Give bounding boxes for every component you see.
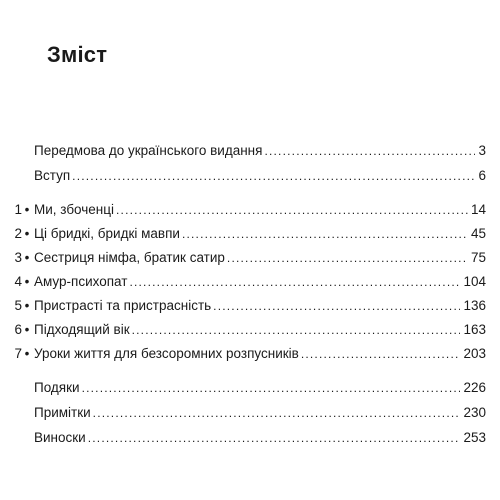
toc-entry-footnotes [0,428,500,448]
toc-entry-page: 3 [478,143,486,158]
chapter-number: 7 [14,346,22,361]
bullet: • [24,202,30,217]
toc-entry-page: 253 [463,430,486,445]
toc-entry-chapter-6 [0,320,500,340]
toc-entry-label: Виноски [34,430,86,445]
leader-dots [93,403,461,423]
toc-entry-label: Пристрасті та пристрасність [34,298,212,313]
toc-entry-page: 203 [463,346,486,361]
toc-entry-page: 45 [470,226,486,241]
toc-entry-page: 75 [470,250,486,265]
toc-entry-label: Подяки [34,380,80,395]
bullet: • [24,250,30,265]
toc-entry-chapter-5 [0,296,500,316]
bullet: • [24,346,30,361]
bullet: • [24,322,30,337]
chapter-number: 4 [14,274,22,289]
toc-entry-label: Ці бридкі, бридкі мавпи [34,226,180,241]
toc-entry-introduction [0,166,500,186]
toc-entry-chapter-3 [0,248,500,268]
toc-entry-label: Передмова до українського видання [34,143,263,158]
leader-dots [301,344,461,364]
toc-entry-page: 230 [463,405,486,420]
toc-entry-notes [0,403,500,423]
toc-entry-page: 136 [463,298,486,313]
toc-entry-page: 163 [463,322,486,337]
bullet: • [24,298,30,313]
toc-entry-chapter-4 [0,272,500,292]
toc-entry-label: Амур-психопат [34,274,128,289]
toc-entry-chapter-7 [0,344,500,364]
leader-dots [227,248,468,268]
toc-entry-label: Примітки [34,405,91,420]
leader-dots [129,272,460,292]
page-title: Зміст [47,42,108,67]
chapter-number: 6 [14,322,22,337]
toc-entry-label: Уроки життя для безсоромних розпусників [34,346,299,361]
bullet: • [24,274,30,289]
toc-entry-page: 14 [470,202,486,217]
chapter-number: 3 [14,250,22,265]
bullet: • [24,226,30,241]
toc-entry-label: Підходящий вік [34,322,130,337]
toc-entry-page: 226 [463,380,486,395]
leader-dots [88,428,461,448]
leader-dots [182,224,468,244]
toc-entry-chapter-1 [0,200,500,220]
leader-dots [132,320,461,340]
toc-entry-page: 104 [463,274,486,289]
toc-entry-label: Сестриця німфа, братик сатир [34,250,225,265]
toc-entry-label: Вступ [34,168,71,183]
leader-dots [72,166,475,186]
chapter-number: 1 [14,202,22,217]
toc-entry-chapter-2 [0,224,500,244]
leader-dots [82,378,461,398]
chapter-number: 5 [14,298,22,313]
toc-entry-foreword [0,141,500,161]
chapter-number: 2 [14,226,22,241]
toc-entry-page: 6 [478,168,486,183]
leader-dots [264,141,475,161]
toc-entry-acknowledgements [0,378,500,398]
leader-dots [116,200,468,220]
toc-entry-label: Ми, збоченці [34,202,114,217]
leader-dots [213,296,460,316]
